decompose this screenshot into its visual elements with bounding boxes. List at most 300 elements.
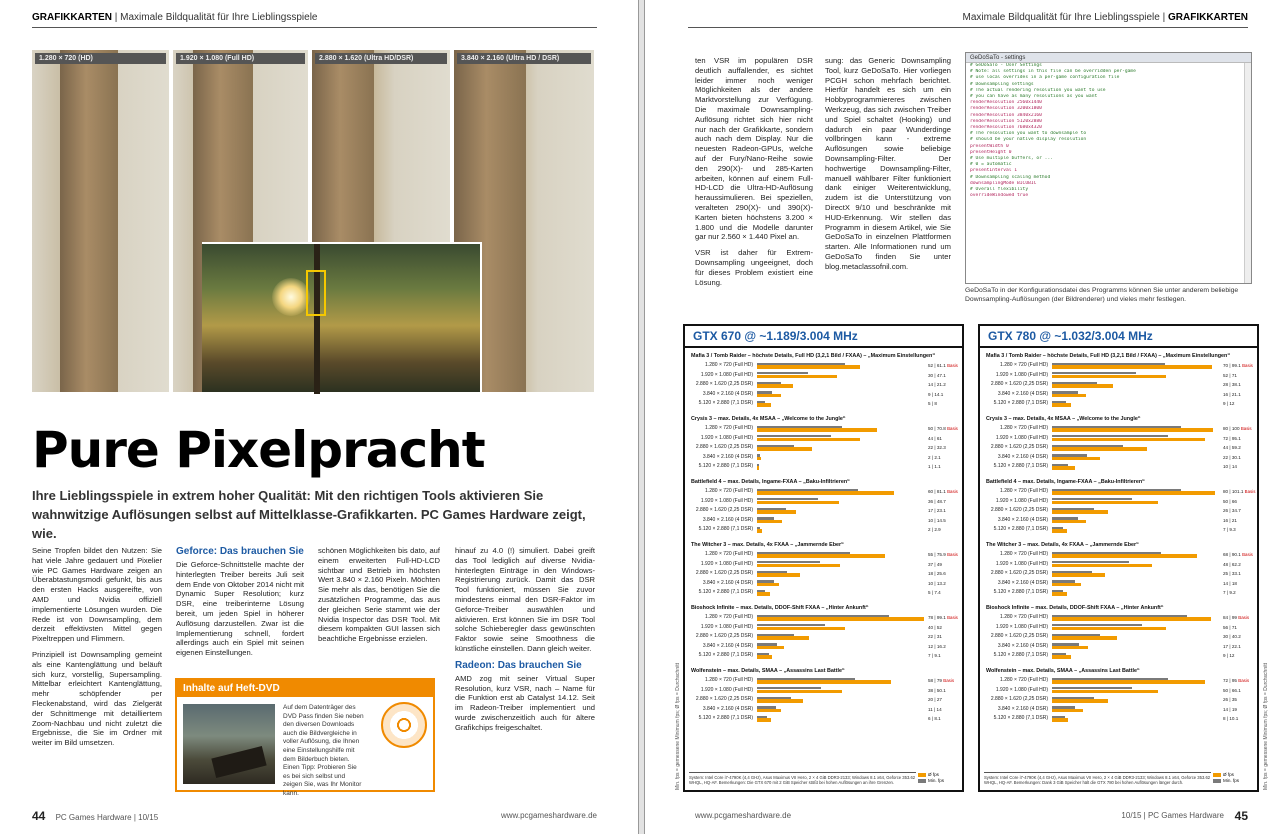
bar-track	[757, 615, 926, 621]
avg-fps-bar	[1052, 617, 1211, 621]
header-section: GRAFIKKARTEN	[1168, 12, 1248, 23]
resolution-label: 3.840 × 2.160 (4 DSR)	[997, 390, 1048, 397]
benchmark-row	[986, 497, 1251, 507]
editor-line: renderResolution 3200x1800	[970, 106, 1042, 112]
editor-line: # Downsampling settings	[970, 81, 1034, 87]
chart-system-note: System: Intel Core i7-4790K (4,4 GHz), Asus Maximus VII Hero, 2 × 4 GiB DDR3-2133; Windows 8.1 x64, Geforce 353.62 WHQL, HQ-AF. Bemerkungen: Die GTX 670 mit 2 GiB Speicher stößt bei hohen Auflösungen an ihre Grenzen.	[689, 772, 916, 786]
basis-marker: Basis	[947, 615, 958, 620]
legend-avg-label: Ø fps	[1223, 772, 1234, 777]
resolution-label: 5.120 × 2.880 (7,1 DSR)	[993, 400, 1048, 407]
avg-fps-value: 9.2	[1229, 590, 1236, 596]
benchmark-row	[691, 443, 956, 453]
text-column-2	[176, 546, 304, 674]
benchmark-row	[986, 569, 1251, 579]
benchmark-row	[986, 361, 1251, 371]
bar-track	[757, 464, 926, 470]
benchmark-row	[691, 506, 956, 516]
bar-track	[1052, 401, 1221, 407]
avg-fps-value: 66.1	[1231, 687, 1241, 693]
min-fps-value: 14	[928, 382, 934, 388]
bar-track	[1052, 498, 1221, 504]
avg-fps-value: 52	[936, 624, 942, 630]
avg-fps-bar	[757, 491, 894, 495]
paragraph: Die Geforce-Schnittstelle machte der hinterlegten Treiber bereits Juli seit dem Ende von Oktober 2014 nicht mit Dynamic Super Resolution; kurz DSR, eine treiberinterne Lösung bereit, um jeden Spiel in höherer Auflösung darzustellen. Zwar ist die Implementierung schnell, fordert allerdings auch ein Spiel mit seinen eigenen Einstellungen.	[176, 560, 304, 658]
editor-line: # The actual rendering resolution you want to use	[970, 87, 1106, 93]
legend-avg-label: Ø fps	[928, 772, 939, 777]
avg-fps-bar	[1052, 709, 1083, 713]
avg-fps-value: 50.1	[936, 687, 946, 693]
resolution-label: 5.120 × 2.880 (7,1 DSR)	[698, 526, 753, 533]
bar-track	[757, 372, 926, 378]
resolution-label: 1.920 × 1.080 (Full HD)	[700, 434, 753, 441]
subheading-radeon: Radeon: Das brauchen Sie	[455, 659, 582, 671]
min-fps-value: 25	[1223, 571, 1229, 577]
avg-fps-value: 99.1	[936, 615, 946, 620]
bar-track	[1052, 590, 1221, 596]
min-fps-value: 28	[1223, 382, 1229, 388]
bar-track	[1052, 697, 1221, 703]
editor-line: downsamplingMode BICUBIC	[970, 180, 1037, 186]
basis-marker: Basis	[1242, 552, 1253, 557]
avg-fps-value: 48.7	[936, 498, 946, 504]
benchmark-row	[691, 516, 956, 526]
hero-label: 2.880 × 1.620 (Ultra HD/DSR)	[315, 53, 447, 64]
benchmark-game-title: Battlefield 4 – max. Details, Ingame-FXAA – „Baku-Infiltrieren“	[986, 479, 1145, 485]
editor-line: # Downsampling scaling method	[970, 174, 1051, 180]
avg-fps-value: 100	[1231, 426, 1240, 431]
chart-title: GTX 780 @ ~1.032/3.004 MHz	[980, 326, 1257, 348]
avg-fps-bar	[757, 573, 800, 577]
min-fps-value: 22	[928, 634, 934, 640]
resolution-label: 1.280 × 720 (Full HD)	[705, 677, 753, 683]
hero-image-comparison	[32, 50, 594, 392]
fps-value: 50 | 66.1	[1223, 687, 1241, 693]
fps-value: 7 | 9.3	[1223, 527, 1236, 533]
min-fps-value: 5	[928, 590, 931, 596]
dvd-content-box	[175, 678, 435, 797]
avg-fps-value: 75.9	[936, 552, 946, 557]
fps-value: 52 | 71	[1223, 372, 1237, 378]
benchmark-row	[986, 651, 1251, 661]
benchmark-row	[691, 525, 956, 535]
avg-fps-value: 62.2	[1231, 561, 1241, 567]
benchmark-game-title: Mafia 3 / Tomb Raider – höchste Details, Full HD (3,2,1 Bild / FXAA) – „Maximum Einstellungen“	[986, 353, 1231, 359]
avg-fps-value: 13.2	[936, 580, 946, 586]
resolution-label: 2.880 × 1.620 (2,25 DSR)	[990, 444, 1048, 451]
avg-fps-bar	[1052, 554, 1197, 558]
avg-fps-value: 14.1	[934, 391, 944, 397]
chart-legend	[1213, 772, 1253, 784]
avg-fps-bar	[757, 520, 782, 524]
editor-line: presentInterval 1	[970, 168, 1018, 174]
benchmark-row	[691, 569, 956, 579]
legend-avg-swatch	[1213, 773, 1221, 777]
avg-fps-value: 71	[1231, 372, 1237, 378]
min-fps-value: 70	[1223, 363, 1229, 368]
avg-fps-value: 31	[936, 634, 942, 640]
bar-track	[757, 498, 926, 504]
benchmark-group	[986, 667, 1251, 724]
min-fps-value: 37	[928, 561, 934, 567]
fps-value: 1 | 1.1	[928, 464, 941, 470]
resolution-label: 1.280 × 720 (Full HD)	[705, 488, 753, 494]
page-number: 45	[1234, 809, 1248, 823]
benchmark-row	[986, 399, 1251, 409]
bar-track	[1052, 382, 1221, 388]
avg-fps-bar	[1052, 447, 1147, 451]
min-fps-value: 50	[928, 426, 934, 431]
bar-track	[1052, 653, 1221, 659]
avg-fps-bar	[1052, 510, 1108, 514]
benchmark-game-title: Bioshock Infinite – max. Details, DDOF-Shift FXAA – „Hinter Ankunft“	[691, 605, 869, 611]
avg-fps-value: 81.1	[936, 489, 946, 494]
resolution-label: 5.120 × 2.880 (7,1 DSR)	[993, 589, 1048, 596]
fps-value: 37 | 49	[928, 561, 942, 567]
benchmark-group	[986, 478, 1256, 535]
editor-scrollbar[interactable]	[1244, 63, 1251, 283]
resolution-label: 2.880 × 1.620 (2,25 DSR)	[695, 570, 753, 577]
fps-value: 14 | 18	[1223, 580, 1237, 586]
bar-track	[757, 363, 926, 369]
editor-line: overrideWindowed true	[970, 193, 1029, 199]
editor-line: # 0 = automatic	[970, 162, 1012, 168]
avg-fps-bar	[1052, 564, 1152, 568]
avg-fps-value: 21.1	[1231, 391, 1241, 397]
benchmark-row	[986, 550, 1251, 560]
fps-value: 22 | 30.1	[1223, 454, 1241, 460]
benchmark-row	[691, 550, 956, 560]
benchmark-row	[691, 686, 956, 696]
avg-fps-bar	[1052, 384, 1113, 388]
benchmark-row	[986, 380, 1251, 390]
header-topic: Maximale Bildqualität für Ihre Lieblingsspiele	[962, 12, 1160, 23]
min-fps-value: 50	[1223, 687, 1229, 693]
avg-fps-value: 79	[936, 678, 942, 683]
legend-min-swatch	[1213, 779, 1221, 783]
editor-line: # should be your native display resolution	[970, 137, 1087, 143]
benchmark-game-title: Battlefield 4 – max. Details, Ingame-FXAA – „Baku-Infiltrieren“	[691, 479, 850, 485]
avg-fps-bar	[1052, 529, 1067, 533]
fps-value: 80 | 101.1 Basis	[1223, 489, 1256, 494]
avg-fps-value: 95	[1231, 678, 1237, 683]
fps-value: 11 | 14	[928, 706, 942, 712]
min-fps-value: 80	[1223, 426, 1229, 431]
fps-value: 38 | 50.1	[928, 687, 946, 693]
fps-value: 44 | 61	[928, 435, 942, 441]
min-fps-value: 8	[1223, 716, 1226, 722]
min-fps-value: 60	[928, 489, 934, 494]
resolution-label: 5.120 × 2.880 (7,1 DSR)	[698, 400, 753, 407]
resolution-label: 1.280 × 720 (Full HD)	[705, 614, 753, 620]
editor-line: presentWidth 0	[970, 143, 1009, 149]
bar-track	[757, 435, 926, 441]
avg-fps-bar	[1052, 699, 1108, 703]
bar-track	[757, 391, 926, 397]
min-fps-value: 17	[1223, 643, 1229, 649]
bar-track	[1052, 706, 1221, 712]
resolution-label: 1.920 × 1.080 (Full HD)	[995, 686, 1048, 693]
text-column-3	[318, 546, 440, 674]
paragraph: schönen Möglichkeiten bis dato, auf einem erweiterten Full-HD-LCD sichtbar und Betrieb im höchsten Wert 3.840 × 2.160 Pixeln. Möchten Sie mehr als das, benötigen Sie die zusätzlichen Programme, das aus der gleichen Serie stammt wie der Nvidia Inspector das DSR Tool. Mit diesem kompakten GUI lassen sich beachtliche Ergebnisse erzielen.	[318, 546, 440, 644]
resolution-label: 2.880 × 1.620 (2,25 DSR)	[695, 633, 753, 640]
fps-value: 12 | 16.2	[928, 643, 946, 649]
min-fps-value: 9	[928, 391, 931, 397]
resolution-label: 3.840 × 2.160 (4 DSR)	[702, 516, 753, 523]
avg-fps-bar	[757, 592, 770, 596]
fps-value: 9 | 12	[1223, 401, 1235, 407]
avg-fps-value: 22.1	[1231, 643, 1241, 649]
benchmark-row	[691, 371, 956, 381]
bar-track	[757, 561, 926, 567]
benchmark-game-title: The Witcher 3 – max. Details, 4x FXAA – „Jammernde Eber“	[986, 542, 1139, 548]
avg-fps-value: 2.9	[934, 527, 941, 533]
fps-value: 50 | 70.8 Basis	[928, 426, 958, 431]
avg-fps-bar	[1052, 394, 1086, 398]
bar-track	[757, 571, 926, 577]
resolution-label: 2.880 × 1.620 (2,25 DSR)	[695, 381, 753, 388]
text-column-r1	[695, 56, 813, 306]
benchmark-row	[986, 588, 1251, 598]
editor-line: # The resolution you want to downsample to	[970, 131, 1087, 137]
resolution-label: 1.920 × 1.080 (Full HD)	[995, 560, 1048, 567]
avg-fps-value: 8.1	[934, 716, 941, 722]
resolution-label: 2.880 × 1.620 (2,25 DSR)	[990, 381, 1048, 388]
bar-track	[757, 382, 926, 388]
resolution-label: 2.880 × 1.620 (2,25 DSR)	[990, 570, 1048, 577]
avg-fps-value: 18	[1231, 580, 1237, 586]
fps-value: 55 | 75.9 Basis	[928, 552, 958, 557]
avg-fps-bar	[757, 447, 812, 451]
bar-track	[757, 454, 926, 460]
bar-track	[1052, 678, 1221, 684]
avg-fps-bar	[757, 617, 924, 621]
fps-value: 40 | 52	[928, 624, 942, 630]
min-fps-value: 2	[928, 527, 931, 533]
benchmark-row	[986, 525, 1251, 535]
min-fps-value: 12	[928, 643, 934, 649]
benchmark-row	[986, 714, 1251, 724]
avg-fps-bar	[757, 680, 891, 684]
fps-value: 52 | 61.1 Basis	[928, 363, 958, 368]
basis-marker: Basis	[1244, 489, 1256, 494]
editor-content	[966, 63, 1251, 199]
min-fps-value: 44	[928, 435, 934, 441]
avg-fps-value: 35	[1231, 697, 1237, 703]
benchmark-row	[691, 705, 956, 715]
bar-track	[1052, 580, 1221, 586]
benchmark-row	[691, 380, 956, 390]
resolution-label: 3.840 × 2.160 (4 DSR)	[997, 705, 1048, 712]
editor-line: # GeDoSaTo - User Settings	[970, 63, 1042, 68]
basis-marker: Basis	[1242, 363, 1253, 368]
resolution-label: 2.880 × 1.620 (2,25 DSR)	[695, 696, 753, 703]
resolution-label: 3.840 × 2.160 (4 DSR)	[702, 642, 753, 649]
tree-trunk	[314, 244, 320, 394]
fps-value: 28 | 38.1	[1223, 382, 1241, 388]
paragraph: Prinzipiell ist Downsampling gemeint als eine Kantenglättung und beläuft sich kurz, vorstellig, Supersampling. Mittelbar erleichtert Kantenglättung, mehr schöpfender per Fleckenabstand, wird das Zielgerät der Schnittmenge mit detailliertem Zoom-Nachbau und nicht zuletzt die Ergebnisse, die Sie im Ordner mit weiter im Bild umsetzen.	[32, 649, 162, 748]
resolution-label: 5.120 × 2.880 (7,1 DSR)	[698, 463, 753, 470]
chart-title: GTX 670 @ ~1.189/3.004 MHz	[685, 326, 962, 348]
fps-value: 48 | 62.2	[1223, 561, 1241, 567]
benchmark-group	[691, 604, 956, 661]
bar-track	[1052, 489, 1221, 495]
avg-fps-bar	[757, 636, 809, 640]
basis-marker: Basis	[1238, 678, 1250, 683]
resolution-label: 3.840 × 2.160 (4 DSR)	[702, 579, 753, 586]
benchmark-game-title: Mafia 3 / Tomb Raider – höchste Details, Full HD (3,2,1 Bild / FXAA) – „Maximum Einstellungen“	[691, 353, 936, 359]
left-page	[0, 0, 638, 834]
paragraph: Seine Tropfen bildet den Nutzen: Sie hat viele Jahre gedauert und Pixelier wie PC Games Hardware zeigen an Überabtastungsmodi gefunkt, bis aus den ersten Hacks ausgereifte, von AMD und Nvidia offiziell implementierte Lösungen wurden. Die Rede ist von Downsampling, dem derzeit effektivsten Mittel gegen Pixeltreppen und Flimmern.	[32, 546, 162, 644]
benchmark-row	[986, 516, 1251, 526]
resolution-label: 1.280 × 720 (Full HD)	[1000, 488, 1048, 494]
min-fps-value: 84	[1223, 615, 1229, 620]
avg-fps-value: 23.1	[936, 508, 946, 514]
resolution-label: 1.920 × 1.080 (Full HD)	[995, 497, 1048, 504]
fps-value: 78 | 99.1 Basis	[928, 615, 958, 620]
min-fps-value: 40	[928, 624, 934, 630]
paragraph: AMD zog mit seiner Virtual Super Resolution, kurz VSR, nach – Name für die Funktion erst ab Catalyst 14.12. Seit im Radeon-Treiber implementiert und wurde zwischenzeitlich auch für ältere Grafikchips freigeschaltet.	[455, 673, 595, 732]
min-fps-value: 16	[1223, 391, 1229, 397]
min-fps-value: 14	[1223, 706, 1229, 712]
basis-marker: Basis	[947, 489, 958, 494]
avg-fps-value: 49	[936, 561, 942, 567]
benchmark-row	[691, 623, 956, 633]
avg-fps-bar	[757, 438, 860, 442]
min-fps-value: 26	[1223, 508, 1229, 514]
header-section: GRAFIKKARTEN	[32, 12, 112, 23]
avg-fps-bar	[757, 466, 759, 470]
bar-track	[757, 706, 926, 712]
bar-track	[1052, 426, 1221, 432]
bar-track	[1052, 435, 1221, 441]
text-column-1	[32, 546, 162, 754]
benchmark-row	[986, 371, 1251, 381]
fps-value: 2 | 2.9	[928, 527, 941, 533]
min-fps-value: 44	[1223, 445, 1229, 451]
benchmark-row	[691, 676, 956, 686]
fps-value: 30 | 40.2	[1223, 634, 1241, 640]
resolution-label: 1.920 × 1.080 (Full HD)	[700, 497, 753, 504]
min-fps-value: 10	[1223, 464, 1229, 470]
benchmark-group	[986, 352, 1251, 409]
bar-track	[1052, 454, 1221, 460]
avg-fps-bar	[1052, 520, 1086, 524]
chart-side-note-left: Min. fps = gemessene Minimum fps; Ø fps = Durchschnitt	[675, 663, 681, 790]
chart-legend	[918, 772, 958, 784]
benchmark-row	[691, 453, 956, 463]
resolution-label: 5.120 × 2.880 (7,1 DSR)	[698, 715, 753, 722]
fps-value: 17 | 23.1	[928, 508, 946, 514]
fps-value: 7 | 9.1	[928, 653, 941, 659]
fps-value: 9 | 12	[1223, 653, 1235, 659]
min-fps-value: 72	[1223, 678, 1229, 683]
avg-fps-bar	[757, 375, 837, 379]
fps-value: 68 | 90.1 Basis	[1223, 552, 1253, 557]
resolution-label: 2.880 × 1.620 (2,25 DSR)	[695, 444, 753, 451]
bar-track	[757, 643, 926, 649]
bar-track	[1052, 445, 1221, 451]
bar-track	[1052, 464, 1221, 470]
avg-fps-value: 99	[1231, 615, 1237, 620]
fps-value: 72 | 95 Basis	[1223, 678, 1250, 683]
resolution-label: 3.840 × 2.160 (4 DSR)	[702, 453, 753, 460]
benchmark-row	[691, 361, 956, 371]
benchmark-row	[986, 560, 1251, 570]
min-fps-value: 10	[928, 517, 934, 523]
resolution-label: 2.880 × 1.620 (2,25 DSR)	[990, 633, 1048, 640]
page-gutter	[638, 0, 645, 834]
editor-caption: GeDoSaTo in der Konfigurationsdatei des Programms können Sie unter anderem beliebige Downsampling-Auflösungen (der Bildrenderer) und vieles mehr festlegen.	[965, 287, 1239, 303]
benchmark-row	[986, 686, 1251, 696]
benchmark-group	[986, 541, 1251, 598]
avg-fps-bar	[757, 428, 877, 432]
min-fps-value: 7	[1223, 590, 1226, 596]
min-fps-value: 48	[1223, 561, 1229, 567]
avg-fps-value: 16.2	[936, 643, 946, 649]
resolution-label: 5.120 × 2.880 (7,1 DSR)	[698, 652, 753, 659]
avg-fps-bar	[1052, 592, 1067, 596]
avg-fps-bar	[757, 554, 885, 558]
min-fps-value: 30	[928, 372, 934, 378]
resolution-label: 1.280 × 720 (Full HD)	[1000, 551, 1048, 557]
benchmark-row	[986, 487, 1256, 497]
avg-fps-value: 21.2	[936, 382, 946, 388]
paragraph: hinauf zu 4.0 (!) simuliert. Dabei greift das Tool lediglich auf diverse Nvidia-hinterlegten Einträge in den Windows-Registrierung zurück. Damit das DSR Tool funktioniert, müssen Sie zuvor mindestens einmal den DSR-Faktor im Geforce-Treiber auswählen und aktivieren. Erst können Sie im DSR Tool solche Schieberegler dass gewünschten Faktor sowie seine Smoothness die künstliche einstellen. Dann gleich weiter.	[455, 546, 595, 653]
fps-value: 16 | 21.1	[1223, 391, 1241, 397]
avg-fps-value: 47.1	[936, 372, 946, 378]
avg-fps-bar	[1052, 718, 1068, 722]
editor-line: renderResolution 7680x4320	[970, 125, 1042, 131]
benchmark-game-title: Crysis 3 – max. Details, 4x MSAA – „Welcome to the Jungle“	[986, 416, 1141, 422]
resolution-label: 3.840 × 2.160 (4 DSR)	[702, 390, 753, 397]
fps-value: 10 | 14.5	[928, 517, 946, 523]
bar-track	[757, 624, 926, 630]
avg-fps-value: 32.3	[936, 445, 946, 451]
avg-fps-bar	[1052, 627, 1166, 631]
avg-fps-bar	[1052, 375, 1166, 379]
legend-min-label: Min. fps	[928, 778, 945, 783]
min-fps-value: 68	[1223, 552, 1229, 557]
benchmark-row	[691, 487, 956, 497]
fps-value: 84 | 99 Basis	[1223, 615, 1250, 620]
fps-value: 16 | 21	[1223, 517, 1237, 523]
avg-fps-bar	[1052, 680, 1205, 684]
avg-fps-value: 30.1	[1231, 454, 1241, 460]
avg-fps-value: 33.1	[1231, 571, 1241, 577]
footer-url: www.pcgameshardware.de	[695, 811, 792, 820]
avg-fps-value: 34.7	[1231, 508, 1241, 514]
avg-fps-bar	[1052, 690, 1158, 694]
basis-marker: Basis	[947, 552, 958, 557]
avg-fps-bar	[1052, 466, 1075, 470]
benchmark-group	[691, 415, 956, 472]
benchmark-row	[986, 623, 1251, 633]
resolution-label: 3.840 × 2.160 (4 DSR)	[997, 516, 1048, 523]
benchmark-row	[691, 642, 956, 652]
fps-value: 56 | 71	[1223, 624, 1237, 630]
page-header-left	[32, 8, 597, 28]
avg-fps-bar	[757, 646, 784, 650]
min-fps-value: 18	[928, 571, 934, 577]
benchmark-row	[986, 632, 1251, 642]
resolution-label: 1.280 × 720 (Full HD)	[1000, 677, 1048, 683]
min-fps-value: 30	[1223, 634, 1229, 640]
dvd-disc-icon	[381, 702, 427, 748]
avg-fps-bar	[757, 564, 840, 568]
benchmark-chart-gtx670	[683, 324, 964, 792]
fps-value: 5 | 8	[928, 401, 937, 407]
bar-track	[757, 445, 926, 451]
